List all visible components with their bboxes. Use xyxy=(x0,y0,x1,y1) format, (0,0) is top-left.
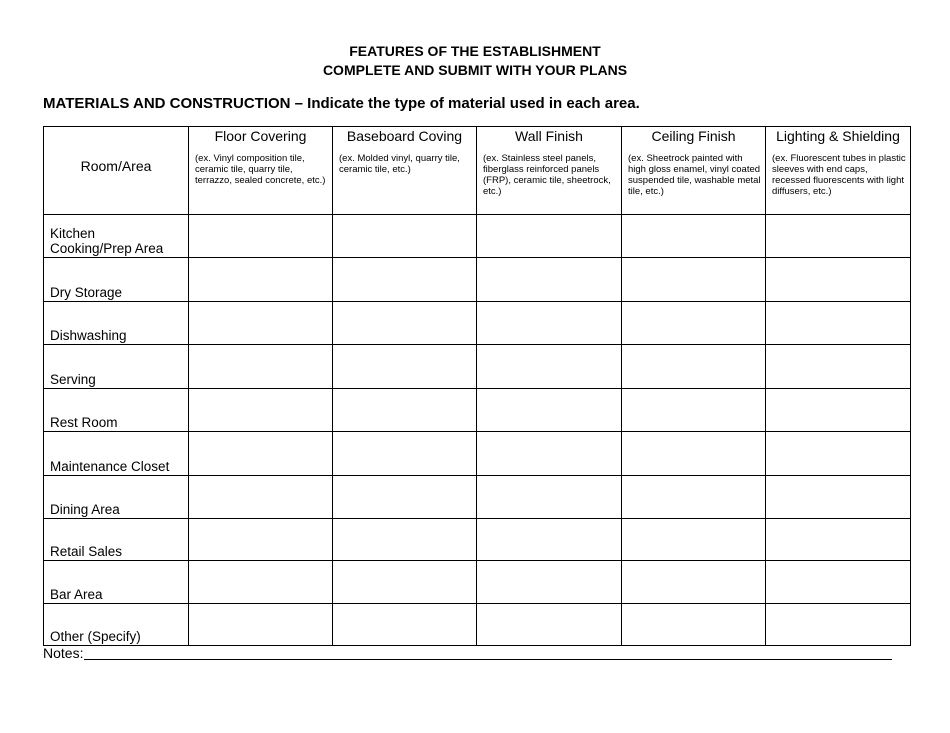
room-label: Maintenance Closet xyxy=(50,459,170,474)
floor-covering-input-cell[interactable] xyxy=(189,389,333,432)
room-label: Dishwashing xyxy=(50,328,127,343)
floor-covering-input-cell[interactable] xyxy=(189,432,333,476)
column-title: Wall Finish xyxy=(515,128,583,144)
floor-covering-input-cell[interactable] xyxy=(189,561,333,604)
wall-finish-input-cell[interactable] xyxy=(477,345,622,389)
room-cell xyxy=(44,604,189,646)
wall-finish-input-cell[interactable] xyxy=(477,258,622,302)
lighting-shielding-input-cell[interactable] xyxy=(766,302,911,345)
wall-finish-input-cell[interactable] xyxy=(477,215,622,258)
column-example: (ex. Vinyl composition tile, ceramic tile, quarry tile, terrazzo, sealed concrete, etc.) xyxy=(195,153,326,186)
table-row xyxy=(44,215,911,258)
table-row xyxy=(44,561,911,604)
room-cell xyxy=(44,258,189,302)
lighting-shielding-input-cell[interactable] xyxy=(766,519,911,561)
column-title: Ceiling Finish xyxy=(651,128,736,144)
column-example: (ex. Sheetrock painted with high gloss enamel, vinyl coated suspended tile, washable metal tile, etc.) xyxy=(628,153,761,197)
room-label: Serving xyxy=(50,372,96,387)
table-header-row xyxy=(44,127,911,215)
table-row xyxy=(44,519,911,561)
room-cell xyxy=(44,345,189,389)
lighting-shielding-input-cell[interactable] xyxy=(766,258,911,302)
table-row xyxy=(44,432,911,476)
form-subtitle: COMPLETE AND SUBMIT WITH YOUR PLANS xyxy=(322,62,628,78)
notes-input-line[interactable] xyxy=(84,659,892,660)
room-area-header-label: Room/Area xyxy=(80,158,152,174)
baseboard-coving-input-cell[interactable] xyxy=(333,345,477,389)
ceiling-finish-input-cell[interactable] xyxy=(622,258,766,302)
room-label: Retail Sales xyxy=(50,544,123,559)
wall-finish-input-cell[interactable] xyxy=(477,432,622,476)
wall-finish-input-cell[interactable] xyxy=(477,604,622,646)
floor-covering-input-cell[interactable] xyxy=(189,345,333,389)
table-row xyxy=(44,604,911,646)
baseboard-coving-header xyxy=(333,127,477,215)
wall-finish-input-cell[interactable] xyxy=(477,302,622,345)
column-example: (ex. Stainless steel panels, fiberglass reinforced panels (FRP), ceramic tile, sheetrock, etc.) xyxy=(483,153,611,197)
baseboard-coving-input-cell[interactable] xyxy=(333,519,477,561)
wall-finish-input-cell[interactable] xyxy=(477,389,622,432)
lighting-shielding-input-cell[interactable] xyxy=(766,389,911,432)
room-area-header xyxy=(44,127,189,215)
wall-finish-input-cell[interactable] xyxy=(477,561,622,604)
room-cell xyxy=(44,432,189,476)
room-label: Kitchen Cooking/Prep Area xyxy=(50,226,164,256)
table-row xyxy=(44,476,911,519)
floor-covering-input-cell[interactable] xyxy=(189,215,333,258)
floor-covering-header xyxy=(189,127,333,215)
room-cell xyxy=(44,302,189,345)
materials-table xyxy=(43,126,911,646)
table-row xyxy=(44,345,911,389)
floor-covering-input-cell[interactable] xyxy=(189,302,333,345)
form-title: FEATURES OF THE ESTABLISHMENT xyxy=(349,43,601,59)
room-cell xyxy=(44,215,189,258)
column-example: (ex. Molded vinyl, quarry tile, ceramic tile, etc.) xyxy=(339,153,460,175)
ceiling-finish-input-cell[interactable] xyxy=(622,389,766,432)
room-label: Other (Specify) xyxy=(50,629,141,644)
table-row xyxy=(44,389,911,432)
table-row xyxy=(44,302,911,345)
room-cell xyxy=(44,389,189,432)
lighting-shielding-input-cell[interactable] xyxy=(766,215,911,258)
lighting-shielding-input-cell[interactable] xyxy=(766,345,911,389)
room-label: Bar Area xyxy=(50,587,103,602)
ceiling-finish-input-cell[interactable] xyxy=(622,561,766,604)
lighting-shielding-header xyxy=(766,127,911,215)
baseboard-coving-input-cell[interactable] xyxy=(333,432,477,476)
room-cell xyxy=(44,519,189,561)
notes-label: Notes: xyxy=(43,645,84,661)
section-heading: MATERIALS AND CONSTRUCTION – Indicate the type of material used in each area. xyxy=(43,95,640,112)
floor-covering-input-cell[interactable] xyxy=(189,604,333,646)
lighting-shielding-input-cell[interactable] xyxy=(766,561,911,604)
lighting-shielding-input-cell[interactable] xyxy=(766,604,911,646)
ceiling-finish-input-cell[interactable] xyxy=(622,302,766,345)
room-label: Dining Area xyxy=(50,502,120,517)
baseboard-coving-input-cell[interactable] xyxy=(333,476,477,519)
floor-covering-input-cell[interactable] xyxy=(189,519,333,561)
baseboard-coving-input-cell[interactable] xyxy=(333,302,477,345)
floor-covering-input-cell[interactable] xyxy=(189,258,333,302)
ceiling-finish-input-cell[interactable] xyxy=(622,215,766,258)
column-title: Baseboard Coving xyxy=(346,128,463,144)
baseboard-coving-input-cell[interactable] xyxy=(333,561,477,604)
baseboard-coving-input-cell[interactable] xyxy=(333,215,477,258)
ceiling-finish-input-cell[interactable] xyxy=(622,432,766,476)
ceiling-finish-input-cell[interactable] xyxy=(622,476,766,519)
ceiling-finish-input-cell[interactable] xyxy=(622,519,766,561)
baseboard-coving-input-cell[interactable] xyxy=(333,258,477,302)
column-example: (ex. Fluorescent tubes in plastic sleeves with end caps, recessed fluorescents with light diffusers, etc.) xyxy=(772,153,906,197)
table-row xyxy=(44,258,911,302)
room-cell xyxy=(44,476,189,519)
column-title: Floor Covering xyxy=(214,128,307,144)
room-label: Dry Storage xyxy=(50,285,123,300)
wall-finish-input-cell[interactable] xyxy=(477,519,622,561)
ceiling-finish-input-cell[interactable] xyxy=(622,604,766,646)
lighting-shielding-input-cell[interactable] xyxy=(766,476,911,519)
ceiling-finish-input-cell[interactable] xyxy=(622,345,766,389)
column-title: Lighting & Shielding xyxy=(776,128,900,144)
room-cell xyxy=(44,561,189,604)
floor-covering-input-cell[interactable] xyxy=(189,476,333,519)
lighting-shielding-input-cell[interactable] xyxy=(766,432,911,476)
ceiling-finish-header xyxy=(622,127,766,215)
baseboard-coving-input-cell[interactable] xyxy=(333,604,477,646)
room-label: Rest Room xyxy=(50,415,118,430)
wall-finish-input-cell[interactable] xyxy=(477,476,622,519)
baseboard-coving-input-cell[interactable] xyxy=(333,389,477,432)
wall-finish-header xyxy=(477,127,622,215)
